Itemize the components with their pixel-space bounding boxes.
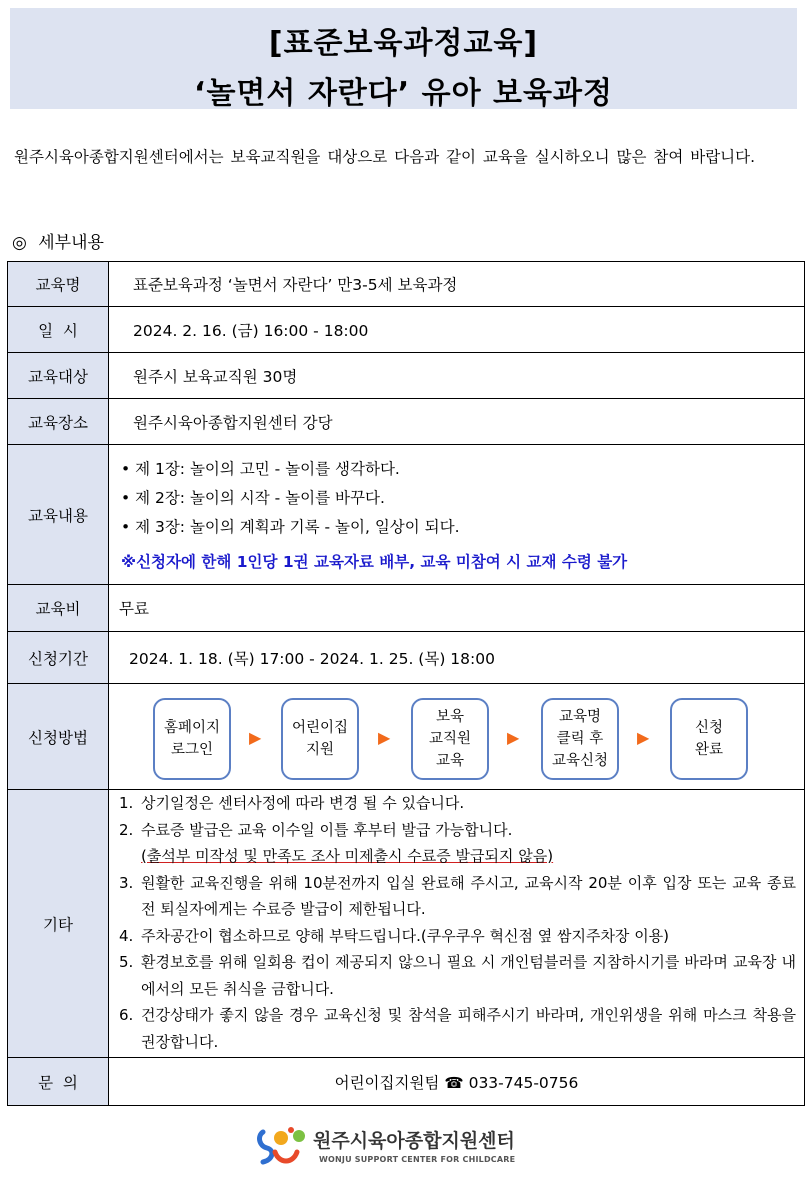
table-row xyxy=(8,684,805,790)
intro-text: 원주시육아종합지원센터에서는 보육교직원을 대상으로 다음과 같이 교육을 실시하오니 많은 참여 바랍니다. xyxy=(14,148,756,166)
label-content: 교육내용 xyxy=(8,445,109,585)
section-heading xyxy=(12,228,104,253)
title-banner xyxy=(10,8,797,109)
material-notice: ※신청자에 한해 1인당 1권 교육자료 배부, 교육 미참여 시 교재 수령 불가 xyxy=(121,552,628,571)
etc-item: 2. 수료증 발급은 교육 이수일 이틀 후부터 발급 가능합니다. (출석부 미작성 및 만족도 조사 미제출시 수료증 발급되지 않음) xyxy=(119,820,554,865)
etc-item: 4. 주차공간이 협소하므로 양해 부탁드립니다.(쿠우쿠우 혁신점 옆 쌈지주차장 이용) xyxy=(119,926,670,945)
title-line-2: ‘놀면서 자란다’ 유아 보육과정 xyxy=(194,76,613,111)
content-item: • 제 1장: 놀이의 고민 - 놀이를 생각하다. xyxy=(121,459,400,478)
label-place: 교육장소 xyxy=(8,399,109,445)
center-name-en: WONJU SUPPORT CENTER FOR CHILDCARE xyxy=(319,1155,516,1164)
value-place: 원주시육아종합지원센터 강당 xyxy=(109,399,805,445)
etc-item: 6. 건강상태가 좋지 않을 경우 교육신청 및 참석을 피해주시기 바라며, 개인위생을 위해 마스크 착용을 권장합니다. xyxy=(119,1006,796,1051)
label-fee: 교육비 xyxy=(8,585,109,632)
label-method: 신청방법 xyxy=(8,684,109,790)
step-homepage-login: 홈페이지 로그인 xyxy=(153,698,231,780)
content-item: • 제 2장: 놀이의 시작 - 놀이를 바꾸다. xyxy=(121,488,385,507)
arrow-right-icon: ▶ xyxy=(378,727,391,747)
certificate-condition-note: (출석부 미작성 및 만족도 조사 미제출시 수료증 발급되지 않음) xyxy=(141,847,554,865)
table-row xyxy=(8,262,805,307)
table-row xyxy=(8,307,805,353)
center-name-ko: 원주시육아종합지원센터 xyxy=(313,1130,515,1152)
arrow-right-icon: ▶ xyxy=(507,727,520,747)
details-table xyxy=(7,261,805,1106)
etc-item: 5. 환경보호를 위해 일회용 컵이 제공되지 않으니 필요 시 개인텀블러를 지참하시기를 바라며 교육장 내에서의 모든 취식을 금합니다. xyxy=(119,953,796,998)
label-period: 신청기간 xyxy=(8,632,109,684)
double-circle-icon: ◎ xyxy=(12,233,27,253)
step-click-apply: 교육명 클릭 후 교육신청 xyxy=(541,698,619,780)
value-fee: 무료 xyxy=(109,585,805,632)
value-period: 2024. 1. 18. (목) 17:00 - 2024. 1. 25. (목) 18:00 xyxy=(109,632,805,684)
step-complete: 신청 완료 xyxy=(670,698,748,780)
center-logo xyxy=(255,1122,555,1170)
title-line-1: [표준보육과정교육] xyxy=(268,26,539,61)
value-method xyxy=(109,684,805,790)
table-row xyxy=(8,353,805,399)
logo-mark-icon xyxy=(255,1122,311,1170)
table-row xyxy=(8,1058,805,1106)
value-date: 2024. 2. 16. (금) 16:00 - 18:00 xyxy=(109,307,805,353)
value-target: 원주시 보육교직원 30명 xyxy=(109,353,805,399)
label-target: 교육대상 xyxy=(8,353,109,399)
table-row xyxy=(8,632,805,684)
arrow-right-icon: ▶ xyxy=(249,727,262,747)
value-name: 표준보육과정 ‘놀면서 자란다’ 만3-5세 보육과정 xyxy=(109,262,805,307)
table-row xyxy=(8,790,805,1058)
etc-item: 3. 원활한 교육진행을 위해 10분전까지 입실 완료해 주시고, 교육시작 20분 이후 입장 또는 교육 종료 전 퇴실자에게는 수료증 발급이 제한됩니다. xyxy=(119,873,796,918)
step-childcare-support: 어린이집 지원 xyxy=(281,698,359,780)
step-staff-education: 보육 교직원 교육 xyxy=(411,698,489,780)
table-row xyxy=(8,585,805,632)
value-contact: 어린이집지원팀 ☎ 033-745-0756 xyxy=(109,1058,805,1106)
value-content xyxy=(109,445,805,585)
label-date: 일 시 xyxy=(8,307,109,353)
content-item: • 제 3장: 놀이의 계획과 기록 - 놀이, 일상이 되다. xyxy=(121,517,460,536)
application-flow xyxy=(109,685,804,789)
label-etc: 기타 xyxy=(8,790,109,1058)
label-contact: 문 의 xyxy=(8,1058,109,1106)
table-row xyxy=(8,445,805,585)
etc-item: 1. 상기일정은 센터사정에 따라 변경 될 수 있습니다. xyxy=(119,794,465,812)
table-row xyxy=(8,399,805,445)
arrow-right-icon: ▶ xyxy=(637,727,650,747)
label-name: 교육명 xyxy=(8,262,109,307)
section-title: 세부내용 xyxy=(38,233,104,253)
value-etc xyxy=(109,790,805,1058)
